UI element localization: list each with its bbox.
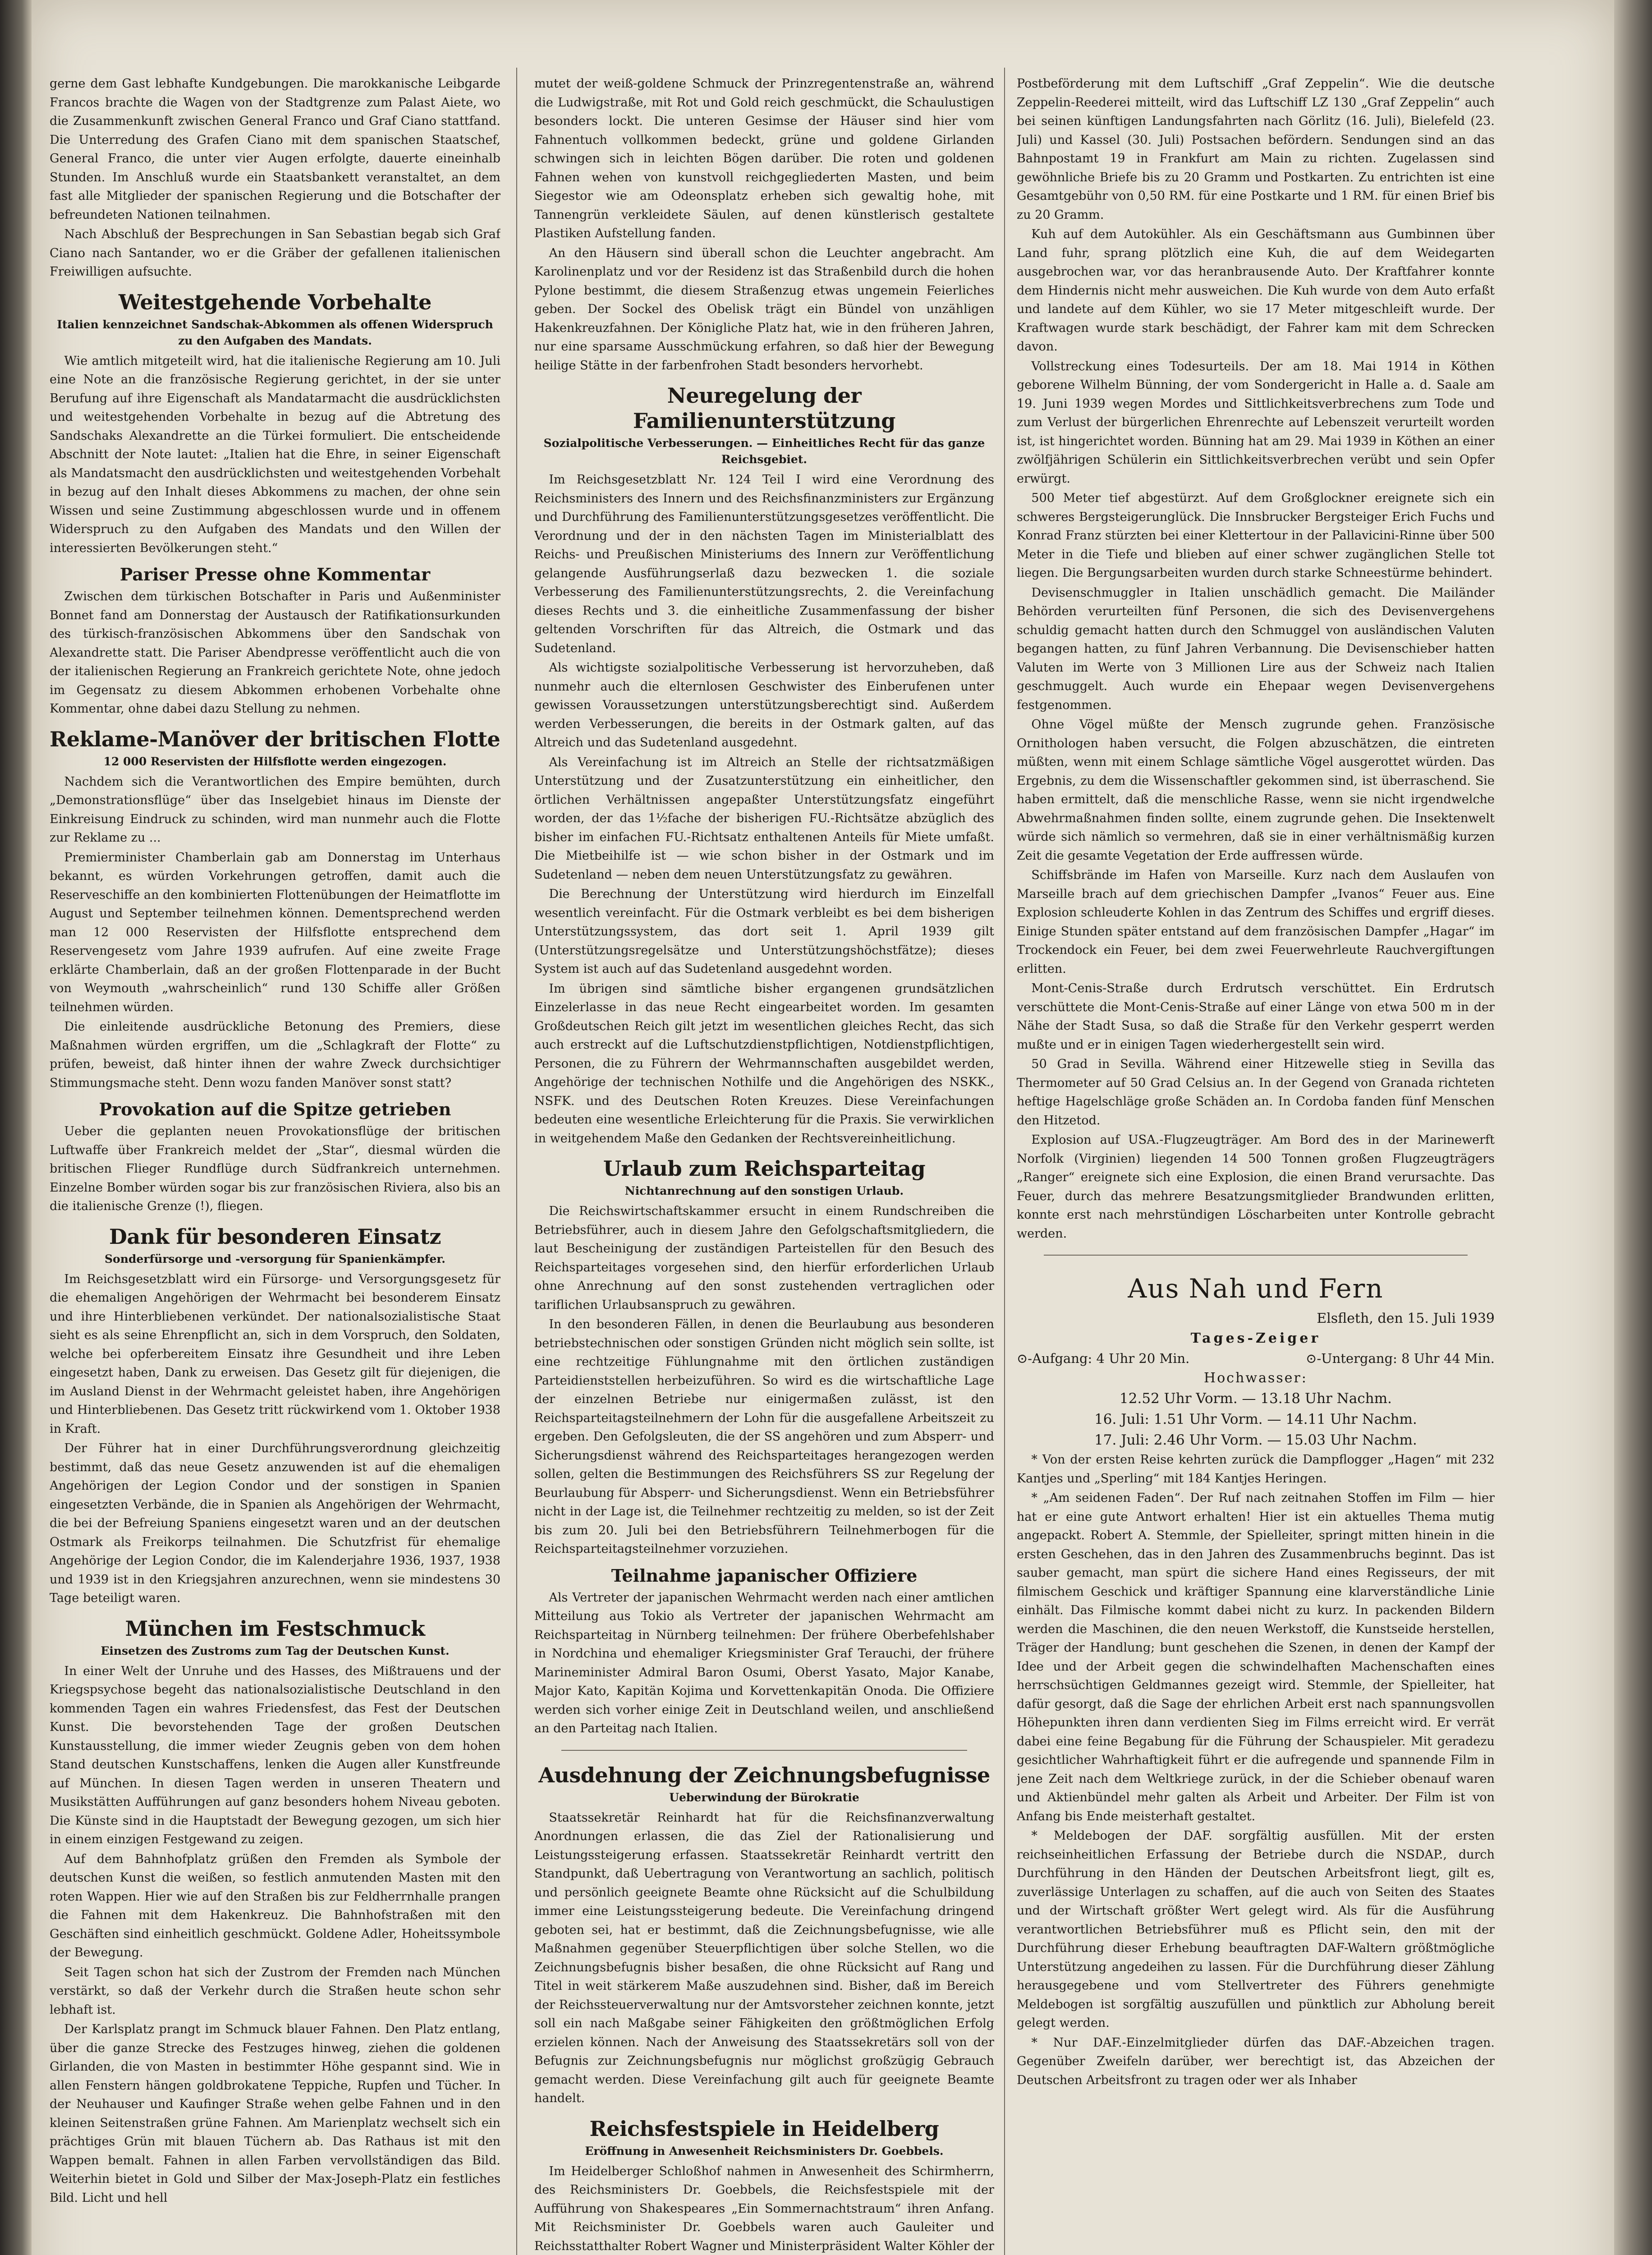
article-text: Staatssekretär Reinhardt hat für die Reichsfinanzverwaltung Anordnungen erlassen, die das Ziel der Rationalisierung und Leistungssteigerung erfassen. Staatssekretär Reinhardt vertritt den Standpunkt, daß Uebertragung von Verantwortung an sachlich, politisch und persönlich geeignete Beamte ohne Rücksicht auf die Schulbildung immer eine Leistungssteigerung bedeute. Die Vereinfachung dringend geboten sei, hat er bestimmt, daß die Zeichnungsbefugnisse, wie alle Maßnahmen gegenüber Steuerpflichtigen über solche Stellen, wo die Zeichnungsbefugnis bisher besaßen, die ohne Rücksicht auf Rang und Titel in weit stärkerem Maße auszudehnen sind. Bisher, daß im Bereich der Reichssteuerverwaltung nur der Amtsvorsteher zeichnen konnte, jetzt soll ein nach Maßgabe seiner Fähigkeiten den größtmöglichen Erfolg erzielen können. Nach der Anweisung des Staatssekretärs soll von der Befugnis zur Zeichnungsbefugnis nur möglichst großzügig Gebrauch gemacht werden. Diese Vereinfachung gilt auch für geeignete Beamte handelt. — [534, 1810, 994, 2105]
column-left — [50, 74, 500, 2255]
article-text: Premierminister Chamberlain gab am Donnerstag im Unterhaus bekannt, es würden Vorkehrungen getroffen, damit auch die Reserveschiffe an den kombinierten Flottenübungen der Heimatflotte im August und September teilnehmen können. Dementsprechend werden man 12 000 Reservisten der Hilfsflotte entsprechend dem Reservengesetz vom Jahre 1939 aufrufen. Auf eine zweite Frage erklärte Chamberlain, daß an der großen Flottenparade in der Bucht von Weymouth „wahrscheinlich“ rund 130 Schiffe aller Größen teilnehmen würden. — [50, 850, 500, 1014]
headline: Dank für besonderen Einsatz — [109, 1224, 441, 1249]
article-text: An den Häusern sind überall schon die Leuchter angebracht. Am Karolinenplatz und vor der Residenz ist das Straßenbild durch die hohen Pylone bestimmt, die diesem Straßenzug etwas ungemein Feierliches geben. Der Sockel des Obelisk trägt ein Bündel von unzähligen Hakenkreuzfahnen. Der Königliche Platz hat, wie in den früheren Jahren, nur eine sparsame Ausschmückung erfahren, so daß hier der Bewegung heilige Stätte in der farbenfrohen Stadt besonders hervorhebt. — [534, 246, 994, 373]
article-text: Wie amtlich mitgeteilt wird, hat die italienische Regierung am 10. Juli eine Note an die französische Regierung gerichtet, in der sie unter Berufung auf ihre Eigenschaft als Mandatarmacht die ausdrücklichsten und weitestgehenden Vorbehalte in bezug auf die Abtretung des Sandschaks Alexandrette an die Türkei formuliert. Die entscheidende Abschnitt der Note lautet: „Italien hat die Ehre, in seiner Eigenschaft als Mandatsmacht den ausdrücklichsten und weitestgehenden Vorbehalt in bezug auf den Inhalt dieses Abkommens zu machen, der ohne sein Wissen und seine Zustimmung abgeschlossen wurde und in offenem Widerspruch zu den Aufgaben des Mandats und den Willen der interessierten Bevölkerungen steht.“ — [50, 354, 500, 555]
book-gutter — [0, 0, 32, 2255]
news-item: Ohne Vögel müßte der Mensch zugrunde gehen. Französische Ornithologen haben versucht, die Folgen abzuschätzen, die eintreten müßten, wenn mit einem Schlage sämtliche Vögel ausgerottet würden. Das Ergebnis, zu dem die Wissenschaftler gekommen sind, ist überraschend. Sie haben ermittelt, daß die menschliche Rasse, wenn sie nicht irgendwelche Abwehrmaßnahmen finden sollte, einem zugrunde gehen. Die Insektenwelt würde sich nämlich so vermehren, daß sie in einer verhältnismäßig kurzen Zeit die gesamte Vegetation der Erde auffressen würde. — [1017, 718, 1495, 863]
headline: Urlaub zum Reichsparteitag — [603, 1156, 926, 1181]
tide-line: 17. Juli: 2.46 Uhr Vorm. — 15.03 Uhr Nachm. — [1094, 1432, 1417, 1448]
headline: München im Festschmuck — [125, 1616, 425, 1641]
headline: Ausdehnung der Zeichnungsbefugnisse — [538, 1763, 990, 1787]
headline: Provokation auf die Spitze getrieben — [99, 1099, 451, 1119]
page-edge — [1614, 0, 1652, 2255]
local-item: * Meldebogen der DAF. sorgfältig ausfüllen. Mit der ersten reichseinheitlichen Erfassung der Betriebe durch die NSDAP., durch Durchführung in den Händen der Deutschen Arbeitsfront liegt, gilt es, zuverlässige Unterlagen zu schaffen, auf die auch von Seiten des Staates und der Wirtschaft größter Wert gelegt wird. Als für die Ausführung verantwortlichen Betriebsführer muß es Pflicht sein, den mit der Durchführung dieser Erhebung beauftragten DAF-Waltern größtmögliche Unterstützung angedeihen zu lassen. Für die Durchführung dieser Zählung herausgegebene und vom Stellvertreter des Führers genehmigte Meldebogen ist sorgfältig auszufüllen und pünktlich zur Abholung bereit gelegt werden. — [1017, 1829, 1495, 2030]
article-text: Im übrigen sind sämtliche bisher ergangenen grundsätzlichen Einzelerlasse in das neue Recht eingearbeitet worden. Im gesamten Großdeutschen Reich gilt jetzt im wesentlichen gleiches Recht, das sich auch erstreckt auf die Luftschutzdienstpflichtigen, Notdienstpflichtigen, Personen, die zu Führern der Wehrmannschaften ausgebildet werden, Angehörige der technischen Nothilfe und die Angehörigen des NSKK., NSFK. und des Deutschen Roten Kreuzes. Diese Vereinfachungen bedeuten eine wesentliche Erleichterung für die Praxis. Sie verwirklichen in weitgehendem Maße den Gedanken der Rechtsvereinheitlichung. — [534, 981, 994, 1146]
article-text: Als Vereinfachung ist im Altreich an Stelle der richtsatzmäßigen Unterstützung und der Zusatzunterstützung ein einheitlicher, den örtlichen Verhältnissen angepaßter Unterstützungsfatz eingeführt worden, der das 1½fache der bisherigen FU.-Richtsätze abzüglich des bisher im einfachen FU.-Richtsatz enthaltenen Anteils für Miete umfaßt. Die Mietbeihilfe ist — wie schon bisher in der Ostmark und im Sudetenland — neben dem neuen Unterstützungsfatz zu gewähren. — [534, 755, 994, 882]
article-text: Die Reichswirtschaftskammer ersucht in einem Rundschreiben die Betriebsführer, auch in diesem Jahre den Gefolgschaftsmitgliedern, die laut Bescheinigung der zuständigen Parteistellen für den Besuch des Reichsparteitages vorgesehen sind, den hierfür erforderlichen Urlaub ohne Anrechnung auf den sonst zustehenden vertraglichen oder tariflichen Urlaubsanspruch zu gewähren. — [534, 1204, 994, 1312]
news-item: Kuh auf dem Autokühler. Als ein Geschäftsmann aus Gumbinnen über Land fuhr, sprang plötzlich eine Kuh, die auf dem Weidegarten ausgebrochen war, vor das heranbrausende Auto. Der Kraftfahrer konnte dem Hindernis nicht mehr ausweichen. Die Kuh wurde von dem Auto erfaßt und landete auf dem Kühler, wo sie 17 Meter mitgeschleift wurde. Der Kraftwagen wurde stark beschädigt, der Fahrer kam mit dem Schrecken davon. — [1017, 227, 1495, 354]
news-item: 500 Meter tief abgestürzt. Auf dem Großglockner ereignete sich ein schweres Bergsteigerunglück. Die Innsbrucker Bergsteiger Erich Fuchs und Konrad Franz stürzten bei einer Klettertour in der Pallavicini-Rinne über 500 Meter in die Tiefe und blieben auf einer schwer zugänglichen Stelle tot liegen. Die Bergungsarbeiten wurden durch starke Schneestürme behindert. — [1017, 491, 1495, 580]
article-text: gerne dem Gast lebhafte Kundgebungen. Die marokkanische Leibgarde Francos brachte die Wagen von der Stadtgrenze zum Palast Aiete, wo die Zusammenkunft zwischen General Franco und Graf Ciano stattfand. Die Unterredung des Grafen Ciano mit dem spanischen Staatschef, General Franco, die unter vier Augen erfolgte, dauerte eineinhalb Stunden. Im Anschluß wurde ein Staatsbankett veranstaltet, an dem fast alle Mitglieder der spanischen Regierung und die Botschafter der befreundeten Nationen teilnahmen. — [50, 77, 500, 222]
headline: Reklame-Manöver der britischen Flotte — [50, 727, 500, 751]
article-text: Im Reichsgesetzblatt wird ein Fürsorge- und Versorgungsgesetz für die ehemaligen Angehörigen der Wehrmacht bei besonderem Einsatz und ihre Hinterbliebenen verkündet. Der nationalsozialistische Staat sieht es als seine Ehrenpflicht an, sich in dem Vorspruch, den Soldaten, welche bei opferbereitem Einsatz ihre Gesundheit und ihre Leben eingesetzt haben, Dank zu erweisen. Das Gesetz gilt für diejenigen, die im Ausland Dienst in der Wehrmacht geleistet haben, ihre Angehörigen und Hinterbliebenen. Das Gesetz tritt rückwirkend vom 1. Oktober 1938 in Kraft. — [50, 1272, 500, 1436]
news-item: 50 Grad in Sevilla. Während einer Hitzewelle stieg in Sevilla das Thermometer auf 50 Grad Celsius an. In der Gegend von Granada richteten heftige Hagelschläge große Schäden an. In Cordoba fanden fünf Menschen den Hitzetod. — [1017, 1057, 1495, 1128]
article-text: Im Heidelberger Schloßhof nahmen in Anwesenheit des Schirmherrn, des Reichsministers Dr. Goebbels, die Reichsfestspiele mit der Aufführung von Shakespeares „Ein Sommernachtstraum“ ihren Anfang. Mit Reichsminister Dr. Goebbels waren auch Gauleiter und Reichsstatthalter Robert Wagner und Ministerpräsident Walter Köhler der — [534, 2164, 994, 2253]
article-text: Die Berechnung der Unterstützung wird hierdurch im Einzelfall wesentlich vereinfacht. Für die Ostmark verbleibt es bei dem bisherigen Unterstützungssystem, das dort seit 1. April 1939 gilt (Unterstützungsregelsätze und Unterstützungshöchstfätze); dieses System ist auch auf das Sudetenland ausgedehnt worden. — [534, 887, 994, 976]
article-text: Ueber die geplanten neuen Provokationsflüge der britischen Luftwaffe über Frankreich meldet der „Star“, diesmal würden die britischen Flieger Rundflüge durch Südfrankreich unternehmen. Einzelne Bomber würden sogar bis zur französischen Riviera, also bis an die italienische Grenze (!), fliegen. — [50, 1124, 500, 1213]
subheadline: Italien kennzeichnet Sandschak-Abkommen als offenen Widerspruch zu den Aufgaben des Mandats. — [57, 318, 493, 347]
article-text: Als Vertreter der japanischen Wehrmacht werden nach einer amtlichen Mitteilung aus Tokio als Vertreter der japanischen Wehrmacht am Reichsparteitag in Nürnberg teilnehmen: Der frühere Oberbefehlshaber in Nordchina und ehemaliger Kriegsminister Graf Terauchi, der frühere Marineminister Admiral Baron Osumi, Oberst Yasato, Major Kanabe, Major Kato, Kapitän Kojima und Korvettenkapitän Onoda. Die Offiziere werden sich vorher einige Zeit in Deutschland weilen, und anschließend an den Parteitag nach Italien. — [534, 1590, 994, 1735]
article-text: Zwischen dem türkischen Botschafter in Paris und Außenminister Bonnet fand am Donnerstag der Austausch der Ratifikationsurkunden des türkisch-französischen Abkommens über den Sandschak von Alexandrette statt. Die Pariser Abendpresse veröffentlicht auch die von der italienischen Regierung an Frankreich gerichtete Note, ohne jedoch im Gegensatz zu diesem Abkommen erhobenen Vorbehalte ohne Kommentar, ohne dabei dazu Stellung zu nehmen. — [50, 589, 500, 716]
local-item: * Nur DAF.-Einzelmitglieder dürfen das DAF.-Abzeichen tragen. Gegenüber Zweifeln darüber, wer berechtigt ist, das Abzeichen der Deutschen Arbeitsfront zu tragen oder wer als Inhaber — [1017, 2035, 1495, 2087]
dateline: Elsfleth, den 15. Juli 1939 — [1317, 1311, 1495, 1326]
tide-line: 12.52 Uhr Vorm. — 13.18 Uhr Nachm. — [1120, 1390, 1392, 1407]
article-text: In einer Welt der Unruhe und des Hasses, des Mißtrauens und der Kriegspsychose begeht das nationalsozialistische Deutschland in den kommenden Tagen ein wahres Friedensfest, das Fest der Deutschen Kunst. Die bevorstehenden Tage der großen Deutschen Kunstausstellung, die immer wieder Zeugnis geben von dem hohen Stand deutschen Kunstschaffens, lenken die Augen aller Kunstfreunde auf München. In diesen Tagen werden in unseren Theatern und Musikstätten Aufführungen auf ganz besonders hohem Niveau geboten. Die Künste sind in die Hauptstadt der Bewegung gezogen, um sich hier in einem einzigen Festgewand zu zeigen. — [50, 1664, 500, 1846]
article-text: Die einleitende ausdrückliche Betonung des Premiers, diese Maßnahmen würden ergriffen, um die „Schlagkraft der Flotte“ zu prüfen, beweist, daß hinter ihnen der wahre Zweck durchsichtiger Stimmungsmache steht. Denn wozu fanden Manöver sonst statt? — [50, 1020, 500, 1090]
article-text: mutet der weiß-goldene Schmuck der Prinzregentenstraße an, während die Ludwigstraße, mit Rot und Gold reich geschmückt, die Schaulustigen besonders lockt. Die unteren Gesimse der Häuser sind hier vom Fahnentuch vollkommen bedeckt, grüne und goldene Girlanden schwingen sich in leichten Bögen darüber. Die roten und goldenen Fahnen wehen von kunstvoll reichgegliederten Masten, und beim Siegestor wie am Odeonsplatz erheben sich gewaltig hohe, mit Tannengrün verkleidete Säulen, auf denen künstlerisch gestaltete Plastiken Aufstellung fanden. — [534, 77, 994, 240]
article-text: Auf dem Bahnhofplatz grüßen den Fremden als Symbole der deutschen Kunst die weißen, so festlich anmutenden Masten mit den roten Wappen. Hier wie auf den Straßen bis zur Feldherrnhalle prangen die Fahnen mit dem Hakenkreuz. Die Bahnhofstraßen mit den Geschäften sind einheitlich geschmückt. Goldene Adler, Hoheitssymbole der Bewegung. — [50, 1852, 500, 1960]
news-item: Devisenschmuggler in Italien unschädlich gemacht. Die Mailänder Behörden verurteilten fünf Personen, die sich des Devisenvergehens schuldig gemacht hatten durch den Schmuggel von ausländischen Valuten begangen hatten, zu fünf Jahren Verbannung. Die Devisenschieber hatten Valuten im Werte von 3 Millionen Lire aus der Schweiz nach Italien geschmuggelt. Auch wurde ein Ehepaar wegen Devisenvergehens festgenommen. — [1017, 585, 1495, 712]
headline: Pariser Presse ohne Kommentar — [119, 564, 431, 584]
article-text: Seit Tagen schon hat sich der Zustrom der Fremden nach München verstärkt, so daß der Verkehr durch die Straßen heute schon sehr lebhaft ist. — [50, 1965, 500, 2017]
news-item: Vollstreckung eines Todesurteils. Der am 18. Mai 1914 in Köthen geborene Wilhelm Bünning, der vom Sondergericht in Halle a. d. Saale am 19. Juni 1939 wegen Mordes und Sittlichkeitsverbrechens zum Tode und zum Verlust der bürgerlichen Ehrenrechte auf Lebenszeit verurteilt worden ist, ist hingerichtet worden. Bünning hat am 29. Mai 1939 in Köthen an einer zwölfjährigen Schülerin ein Sittlichkeitsverbrechen verübt und sein Opfer erwürgt. — [1017, 359, 1495, 486]
tide-line: 16. Juli: 1.51 Uhr Vorm. — 14.11 Uhr Nachm. — [1094, 1411, 1417, 1427]
subheadline: Ueberwindung der Bürokratie — [669, 1790, 859, 1804]
news-item: Postbeförderung mit dem Luftschiff „Graf Zeppelin“. Wie die deutsche Zeppelin-Reederei mitteilt, wird das Luftschiff LZ 130 „Graf Zeppelin“ auch bei seinen künftigen Landungsfahrten nach Görlitz (16. Juli), Bielefeld (23. Juli) und Kassel (30. Juli) Postsachen befördern. Sendungen sind an das Bahnpostamt 19 in Frankfurt am Main zu richten. Zugelassen sind gewöhnliche Briefe bis zu 20 Gramm und Postkarten. Zu entrichten ist eine Gesamtgebühr von 0,50 RM. für eine Postkarte und 1 RM. für einen Brief bis zu 20 Gramm. — [1017, 77, 1495, 222]
local-item: * „Am seidenen Faden“. Der Ruf nach zeitnahen Stoffen im Film — hier hat er eine gute Antwort erhalten! Hier ist ein aktuelles Thema mutig angepackt. Robert A. Stemmle, der Spielleiter, springt mitten hinein in die ersten Geschehen, das in den Jahren des Zusammenbruchs beginnt. Das ist sauber gemacht, man spürt die sichere Hand eines Regisseurs, der mit filmischem Geschick und kräftiger Spannung eine klarverständliche Linie einhält. Das Filmische kommt dabei nicht zu kurz. In packenden Bildern werden die Maschinen, die den neuen Werkstoff, die Kunstseide herstellen, Träger der Handlung; bunt geschehen die Szenen, in denen der Kampf der Idee und der Arbeit gegen die schwindelhaften Machenschaften eines herrschsüchtigen Geldmannes gezeigt wird. Stemmle, der Spielleiter, hat dafür gesorgt, daß die Sage der ehrlichen Arbeit erst nach spannungsvollen Höhepunkten ihren dann verdienten Sieg im Films erreicht wird. Er verrät dabei eine feine Begabung für die Führung der Schauspieler. Mit geradezu gesichtlicher Wahrhaftigkeit führt er die aufregende und spannende Film in jene Zeit nach dem Weltkriege zurück, in der die Schieber obenauf waren und Aktienbündel mehr galten als Arbeit und Arbeiter. Der Film ist von Anfang bis Ende meisterhaft gestaltet. — [1017, 1491, 1495, 1823]
headline: Teilnahme japanischer Offiziere — [611, 1565, 918, 1586]
news-item: Explosion auf USA.-Flugzeugträger. Am Bord des in der Marinewerft Norfolk (Virginien) liegenden 14 500 Tonnen großen Flugzeugträgers „Ranger“ ereignete sich eine Explosion, die einen Brand verursachte. Das Feuer, durch das mehrere Besatzungsmitglieder Brandwunden erlitten, konnte erst nach mehrstündigen Löscharbeiten unter Kontrolle gebracht werden. — [1017, 1133, 1495, 1241]
subheadline: Nichtanrechnung auf den sonstigen Urlaub. — [624, 1184, 904, 1197]
subheadline: Eröffnung in Anwesenheit Reichsministers Dr. Goebbels. — [585, 2144, 944, 2158]
article-text: Als wichtigste sozialpolitische Verbesserung ist hervorzuheben, daß nunmehr auch die elternlosen Geschwister des Einberufenen unter gewissen Voraussetzungen unterstützungsberechtigt sind. Außerdem werden Verbesserungen, die bereits in der Ostmark galten, auf das Altreich und das Sudetenland ausgedehnt. — [534, 661, 994, 750]
headline: Reichsfestspiele in Heidelberg — [589, 2116, 939, 2141]
article-text: Nach Abschluß der Besprechungen in San Sebastian begab sich Graf Ciano nach Santander, wo er die Gräber der gefallenen italienischen Freiwilligen aufsuchte. — [50, 227, 500, 279]
article-text: Der Karlsplatz prangt im Schmuck blauer Fahnen. Den Platz entlang, über die ganze Strecke des Festzuges hinweg, ziehen die goldenen Girlanden, die von Masten in bestimmter Höhe gespannt sind. Wie in allen Fenstern hängen goldbrokatene Teppiche, Rupfen und Tücher. In der Neuhauser und Kaufinger Straße wehen gelbe Fahnen und in den kleinen Seitenstraßen grüne Fahnen. Am Marienplatz wechselt sich ein prächtiges Grün mit blauen Tüchern ab. Das Rathaus ist mit den Wappen bemalt. Fahnen in allen Farben vervollständigen das Bild. Weiterhin bietet in Gold und Silber der Max-Joseph-Platz ein festliches Bild. Licht und hell — [50, 2022, 500, 2205]
local-news-heading: Aus Nah und Fern — [1128, 1273, 1384, 1304]
section-divider — [561, 1750, 967, 1751]
newspaper-page — [32, 0, 1614, 2255]
subheadline: Sonderfürsorge und -versorgung für Spanienkämpfer. — [104, 1252, 446, 1266]
subheadline: Sozialpolitische Verbesserungen. — Einheitliches Recht für das ganze Reichsgebiet. — [543, 437, 985, 466]
news-item: Schiffsbrände im Hafen von Marseille. Kurz nach dem Auslaufen von Marseille brach auf dem griechischen Dampfer „Ivanos“ Feuer aus. Eine Explosion schleuderte Kohlen in das Zentrum des Schiffes und ergriff dieses. Einige Stunden später entstand auf dem französischen Dampfer „Hagar“ im Trockendock ein Feuer, bei dem zwei Feuerwehrleute Rauchvergiftungen erlitten. — [1017, 868, 1495, 976]
local-item: * Von der ersten Reise kehrten zurück die Dampflogger „Hagen“ mit 232 Kantjes und „Sperling“ mit 184 Kantjes Heringen. — [1017, 1453, 1495, 1486]
article-text: Nachdem sich die Verantwortlichen des Empire bemühten, durch „Demonstrationsflüge“ über das Inselgebiet hinaus im Dienste der Einkreisung Eindruck zu schinden, wird man nunmehr auch die Flotte zur Reklame zu ... — [50, 774, 500, 845]
subheadline: Einsetzen des Zustroms zum Tag der Deutschen Kunst. — [101, 1644, 450, 1657]
sunrise-text: ⊙-Aufgang: 4 Uhr 20 Min. — [1017, 1351, 1190, 1366]
column-right — [1017, 74, 1495, 2255]
tages-zeiger-title: Tages-Zeiger — [1190, 1330, 1321, 1346]
article-text: Im Reichsgesetzblatt Nr. 124 Teil I wird eine Verordnung des Reichsministers des Innern und des Reichsfinanzministers zur Ergänzung und Durchführung des Familienunterstützungsgesetzes veröffentlicht. Die Verordnung und der in den nächsten Tagen im Ministerialblatt des Reichs- und Preußischen Ministeriums des Innern zur Veröffentlichung gelangende Ausführungserlaß dazu bezwecken 1. die soziale Verbesserung des Familienunterstützungsrechts, 2. die Vereinfachung dieses Rechts und 3. die einheitliche Zusammenfassung der bisher geltenden Vorschriften für das Altreich, die Ostmark und das Sudetenland. — [534, 473, 994, 655]
tide-title: Hochwasser: — [1204, 1370, 1308, 1386]
column-rule — [1004, 68, 1005, 2255]
news-item: Mont-Cenis-Straße durch Erdrutsch verschüttet. Ein Erdrutsch verschüttete die Mont-Cenis-Straße auf einer Länge von etwa 500 m in der Nähe der Stadt Susa, so daß die Straße für den Verkehr gesperrt werden mußte und er in einigen Tagen wiederhergestellt sein wird. — [1017, 981, 1495, 1052]
column-rule — [516, 68, 517, 2255]
column-middle — [534, 74, 994, 2255]
sunset-text: ⊙-Untergang: 8 Uhr 44 Min. — [1306, 1351, 1495, 1366]
article-text: In den besonderen Fällen, in denen die Beurlaubung aus besonderen betriebstechnischen oder sonstigen Gründen nicht möglich sein sollte, ist eine rechtzeitige Fühlungnahme mit den örtlichen zuständigen Parteidienststellen herbeizuführen. So wird es die wirtschaftliche Lage der einzelnen Betriebe nur einigermaßen zulässt, ist den Reichsparteitagsteilnehmern der Lohn für die ausgefallene Arbeitszeit zu ergeben. Den Gefolgsleuten, die der SS angehören und zum Absperr- und Sicherungsdienst während des Reichsparteitages herangezogen werden sollen, gelten die Bestimmungen des Reichsführers SS zur Regelung der Beurlaubung für Absperr- und Sicherungsdienst. Wenn ein Betriebsführer nicht in der Lage ist, die Teilnehmer rechtzeitig zu melden, so ist der Zeit bis zum 20. Juli bei den Betriebsführern Teilnehmerbogen für die Reichsparteitagsteilnehmer vorzuziehen. — [534, 1317, 994, 1556]
section-divider — [1044, 1255, 1468, 1256]
article-text: Der Führer hat in einer Durchführungsverordnung gleichzeitig bestimmt, daß das neue Gesetz anzuwenden ist auf die ehemaligen Angehörigen der Legion Condor und der sonstigen in Spanien eingesetzten Verbände, die in Spanien als Angehörigen der Wehrmacht, die bei der Befreiung Spaniens eingesetzt waren und an der deutschen Ostmark als Freikorps teilnahmen. Die Schutzfrist für ehemalige Angehörige der Legion Condor, die im Kalenderjahre 1936, 1937, 1938 und 1939 ist in den Kriegsjahren anzurechnen, wenn sie mindestens 30 Tage beteiligt waren. — [50, 1441, 500, 1605]
headline: Weitestgehende Vorbehalte — [119, 290, 431, 314]
headline: Neuregelung der Familienunterstützung — [633, 383, 895, 433]
subheadline: 12 000 Reservisten der Hilfsflotte werden eingezogen. — [103, 755, 447, 768]
sun-times — [1017, 1348, 1495, 1368]
